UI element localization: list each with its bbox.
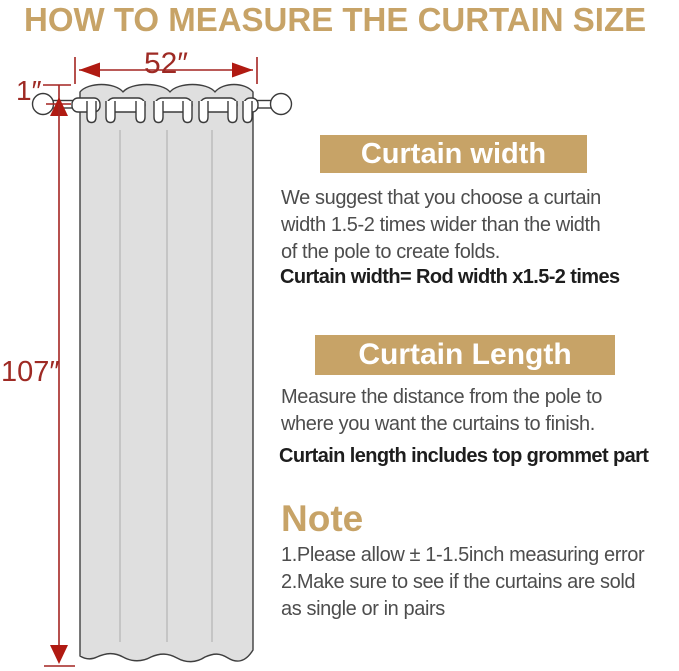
width-measurement-label: 52″ (144, 47, 188, 80)
length-arrowhead-down (50, 645, 68, 664)
curtain-length-description (281, 384, 602, 438)
length-measurement-label: 107″ (1, 356, 60, 388)
rod-finial-right (271, 94, 292, 115)
page-title: HOW TO MEASURE THE CURTAIN SIZE (24, 1, 647, 38)
note-heading: Note (281, 498, 364, 539)
curtain-width-description (281, 185, 601, 266)
width-arrowhead-left (79, 63, 100, 78)
curtain-width-formula: Curtain width= Rod width x1.5-2 times (280, 266, 620, 288)
curtain-width-description-line1: We suggest that you choose a curtain (281, 187, 601, 209)
curtain-length-heading: Curtain Length (315, 335, 615, 375)
note-list (281, 542, 644, 623)
note-item-1: 1.Please allow ± 1-1.5inch measuring error (281, 544, 645, 566)
curtain-width-description-line2: width 1.5-2 times wider than the width (281, 214, 601, 236)
curtain-diagram (0, 0, 310, 671)
curtain-width-heading: Curtain width (320, 135, 587, 173)
note-item-2-continued: as single or in pairs (281, 598, 445, 620)
rod-offset-measurement-label: 1″ (16, 75, 42, 106)
curtain-length-description-line1: Measure the distance from the pole to (281, 386, 602, 408)
curtain-length-formula: Curtain length includes top grommet part (279, 445, 649, 467)
curtain-length-description-line2: where you want the curtains to finish. (281, 413, 595, 435)
width-arrowhead-right (232, 63, 253, 78)
curtain-width-description-line3: of the pole to create folds. (281, 241, 500, 263)
note-item-2: 2.Make sure to see if the curtains are sold (281, 571, 636, 593)
